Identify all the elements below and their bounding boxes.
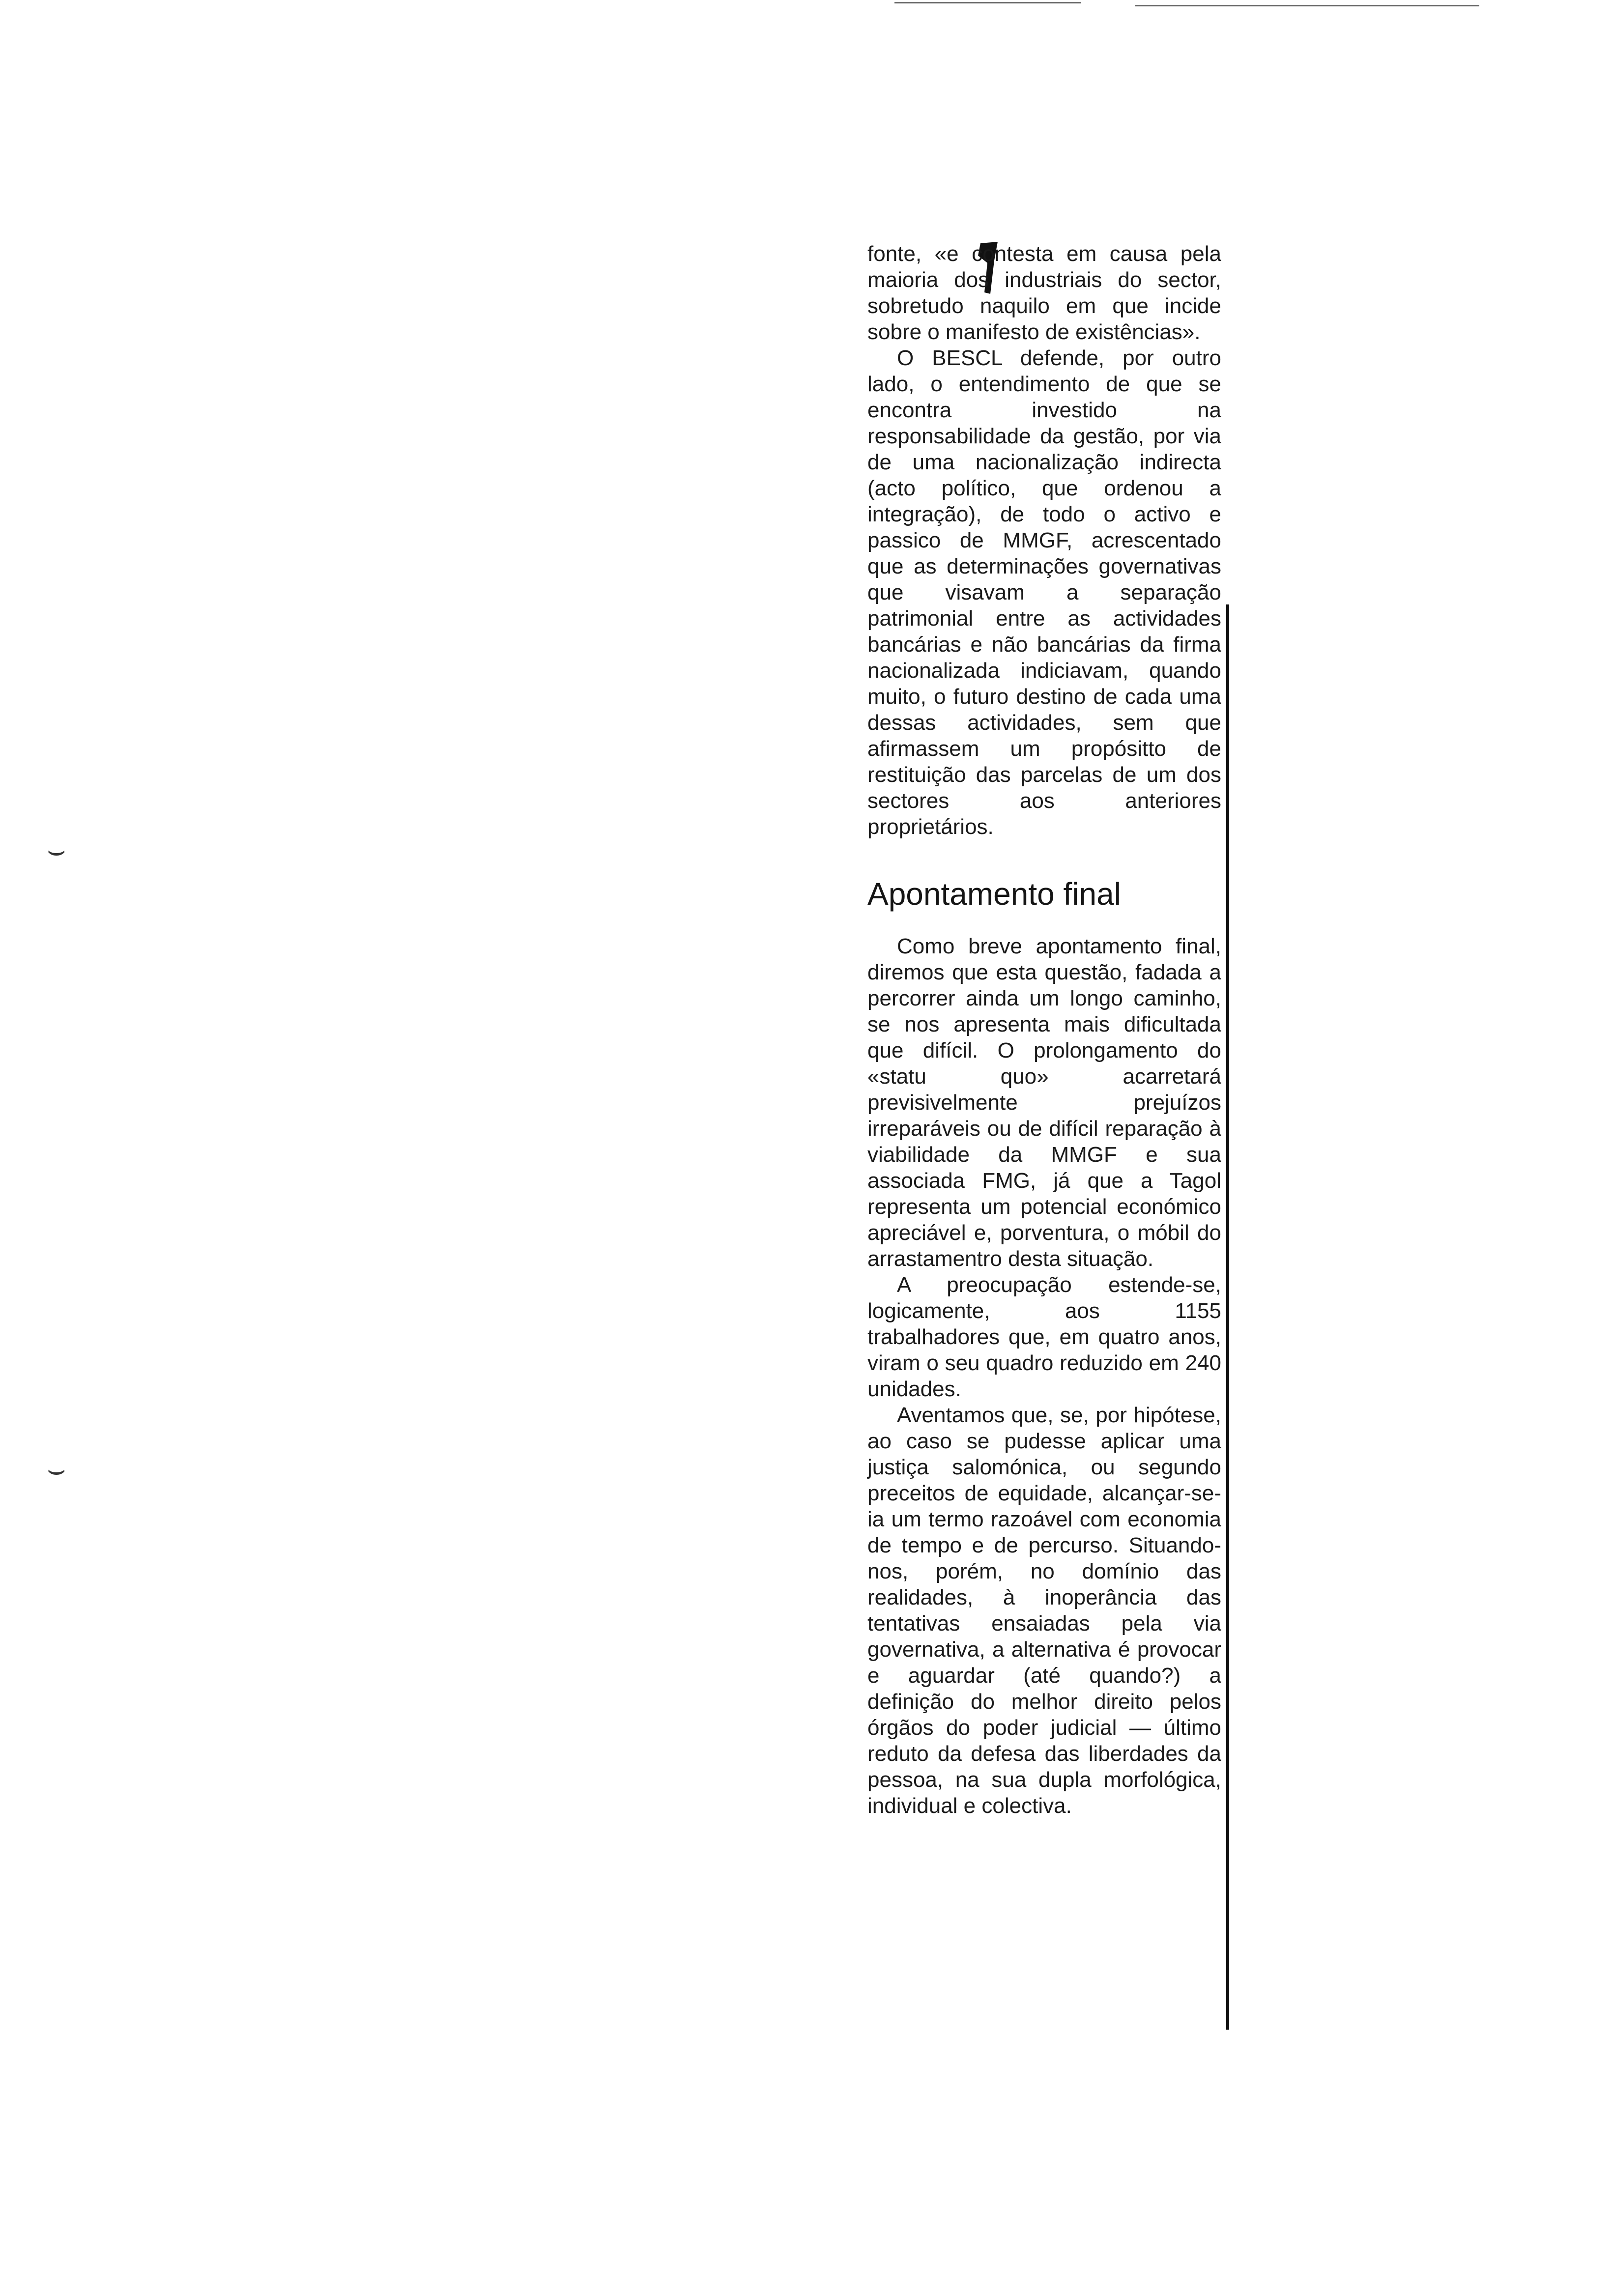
paragraph-4: A preocupação estende-se, logicamente, aos 1155 trabalhadores que, em quatro anos, viram o seu quadro reduzido em 240 unidades. xyxy=(867,1273,1221,1401)
scan-mark-left-1: ⌣ xyxy=(47,833,66,867)
paragraph-2: O BESCL defende, por outro lado, o entendimento de que se encontra investido na responsabilidade da gestão, por via de uma nacionalização indirecta (acto político, que ordenou a integração), de todo o activo e passico de MMGF, acrescentado que as determinações governativas que visavam a separação patrimonial entre as actividades bancárias e não bancárias da firma nacionalizada indiciavam, quando muito, o futuro destino de cada uma dessas actividades, sem que afirmassem um propósitto de restituição das parcelas de um dos sectores aos anteriores proprietários. xyxy=(867,346,1221,839)
column-rule xyxy=(1226,604,1229,2030)
scan-edge-line-2 xyxy=(1135,5,1479,6)
paragraph-3: Como breve apontamento final, diremos que esta questão, fadada a percorrer ainda um longo caminho, se nos apresenta mais dificultada que difícil. O prolongamento do «statu quo» acarretará previsivelmente prejuízos irreparáveis ou de difícil reparação à viabilidade da MMGF e sua associada FMG, já que a Tagol representa um potencial económico apreciável e, porventura, o móbil do arrastamentro desta situação. xyxy=(867,934,1221,1271)
scan-edge-line-1 xyxy=(894,2,1081,3)
paragraph-5: Aventamos que, se, por hipótese, ao caso se pudesse aplicar uma justiça salomónica, ou segundo preceitos de equidade, alcançar-se-ia um termo razoável com economia de tempo e de percurso. Situando-nos, porém, no domínio das realidades, à inoperância das tentativas ensaiadas pela via governativa, a alternativa é provocar e aguardar (até quando?) a definição do melhor direito pelos órgãos do poder judicial — último reduto da defesa das liberdades da pessoa, na sua dupla morfológica, individual e colectiva. xyxy=(867,1403,1221,1818)
paragraph-1: fonte, «e contesta em causa pela maioria dos industriais do sector, sobretudo naquilo em que incide sobre o manifesto de existências». xyxy=(867,242,1221,344)
article-column xyxy=(867,241,1221,1819)
section-heading: Apontamento final xyxy=(867,876,1121,912)
scan-mark-left-2: ⌣ xyxy=(47,1452,66,1487)
